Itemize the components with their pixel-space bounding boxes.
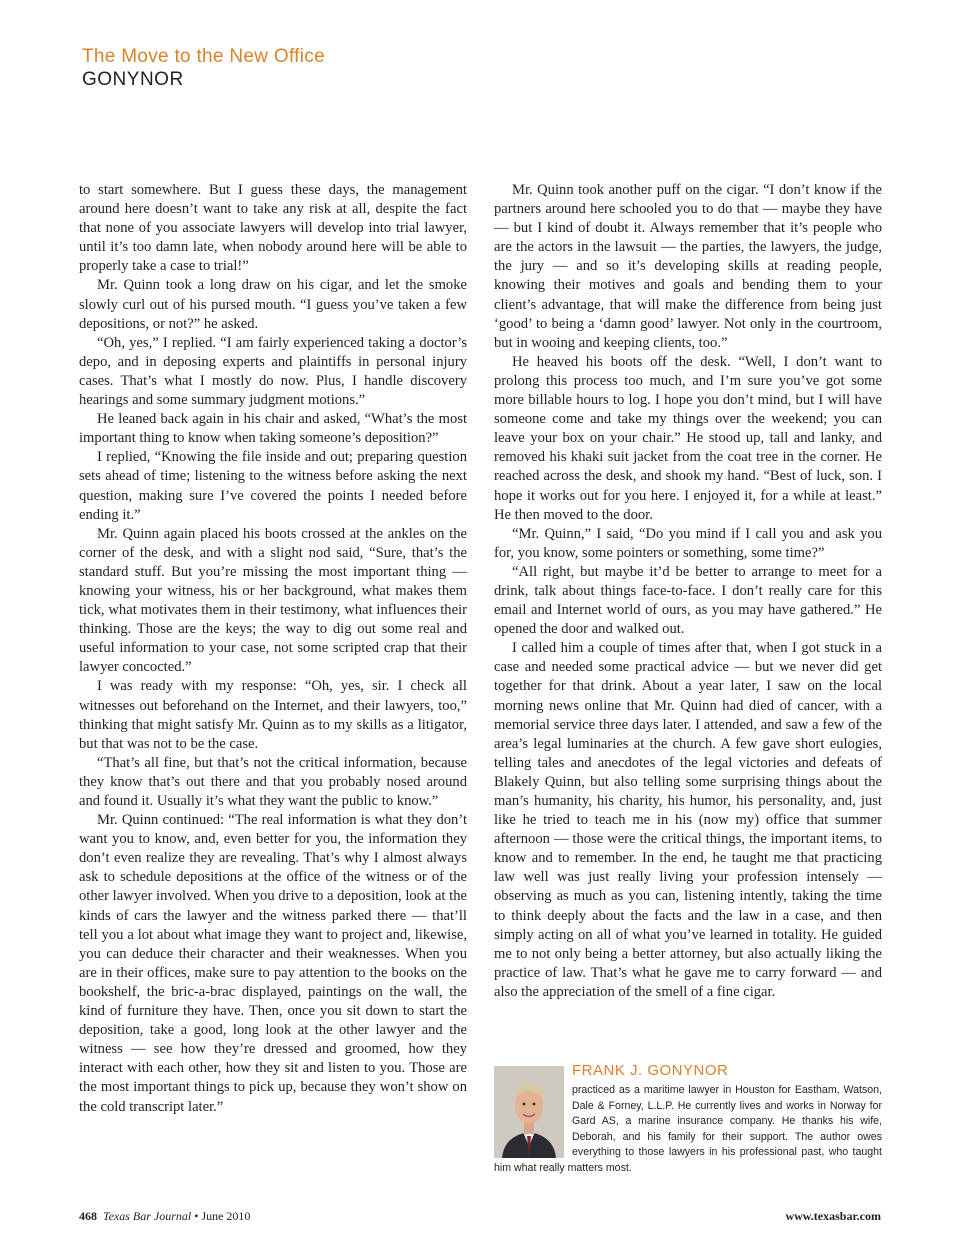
bio-text: practiced as a maritime lawyer in Houston for Eastham, Watson, Dale & Forney, L.L.P. He currently lives and works in Norway for Gard AS, a marine insurance company. He thanks his wife, Deborah, and his family for their support. The author owes everything to those lawyers in his professional past, who taught him what really matters most.: [494, 1084, 882, 1174]
paragraph: “Mr. Quinn,” I said, “Do you mind if I call you and ask you for, you know, some pointers or something, some time?”: [494, 525, 882, 561]
section-title: The Move to the New Office: [82, 46, 325, 67]
paragraph: Mr. Quinn continued: “The real information is what they don’t want you to know, and, even better for you, the information they don’t even realize they are revealing. That’s why I almost always ask to schedule depositions at the office of the witness or of the other lawyer involved. When you drive to a deposition, look at the kinds of cars the lawyer and the witness parked there — that’ll tell you a lot about what image they want to project and, likewise, you can deduce their character and their weaknesses. When you are in their offices, make sure to pay attention to the books on the bookshelf, the bric-a-brac displayed, paintings on the wall, the kind of furniture they have. Then, once you sit down to start the deposition, take a good, long look at the other lawyer and the witness — see how they’re dressed and groomed, how they interact with each other, how they sit and listen to you. Those are the most important things to pick up, because they won’t show on the cold transcript later.”: [79, 812, 467, 1115]
publication-name: Texas Bar Journal: [103, 1209, 192, 1223]
paragraph: Mr. Quinn took another puff on the cigar. “I don’t know if the partners around here schooled you to do that — maybe they have — but I kind of doubt it. Always remember that it’s people who are the actors in the lawsuit — the parties, the lawyers, the judge, the jury — and so it’s developing skills at reading people, knowing their motives and goals and bending them to your client’s advantage, that will make the difference from being just ‘good’ to being a ‘damn good’ lawyer. Not only in the courtroom, but in wooing and keeping clients, too.”: [494, 182, 882, 351]
paragraph: “That’s all fine, but that’s not the critical information, because they know that’s out there and that you probably nosed around and found it. Usually it’s what they want the public to know.”: [79, 754, 467, 809]
author-bio: [494, 1062, 882, 1177]
paragraph: I replied, “Knowing the file inside and out; preparing question sets ahead of time; listening to the witness before asking the next question, making sure I’ve covered the points I needed before ending it.”: [79, 449, 467, 523]
website-link[interactable]: www.texasbar.com: [785, 1209, 881, 1223]
paragraph: “Oh, yes,” I replied. “I am fairly experienced taking a doctor’s depo, and in deposing experts and plaintiffs in personal injury cases. That’s what I mostly do now. Plus, I handle discovery hearings and some summary judgment motions.”: [79, 334, 467, 409]
paragraph: I called him a couple of times after that, when I got stuck in a case and needed some practical advice — but we never did get together for that drink. About a year later, I saw on the local morning news online that Mr. Quinn had died of cancer, with a memorial service three days later. I attended, and saw a few of the area’s legal luminaries at the church. A few gave short eulogies, telling tales and anecdotes of the legal victories and defeats of Blakely Quinn, but also telling some surprising things about the man’s humanity, his charity, his humor, his personality, and, just like he tried to teach me in his (now my) office that summer afternoon — those were the critical things, the important items, to know and to remember. In the end, he taught me that practicing law well was just really living your profession intensely — observing as much as you can, listening intently, taking the time to think deeply about the facts and the law in a case, and then simply acting on all of what you’ve learned in totality. He guided me to not only being a better attorney, but also actually liking the practice of law. That’s what he gave me to carry forward — and also the appreciation of the smell of a fine cigar.: [494, 640, 882, 1000]
author-photo: [494, 1066, 564, 1158]
footer-citation: [79, 1209, 250, 1224]
issue-date: June 2010: [201, 1209, 251, 1223]
author-header: GONYNOR: [82, 69, 184, 90]
paragraph: Mr. Quinn again placed his boots crossed at the ankles on the corner of the desk, and with a slight nod said, “Sure, that’s the standard stuff. But you’re missing the most important thing — knowing your witness, his or her background, what makes them tick, what motivates them in their testimony, what influences their thinking. Those are the keys; the way to dig out some real and useful information to your case, not some scripted crap that their lawyer concocted.”: [79, 525, 467, 676]
footer-separator: •: [194, 1209, 199, 1223]
paragraph: to start somewhere. But I guess these days, the management around here doesn’t want to take any risk at all, despite the fact that none of you associate lawyers will develop into trial lawyer, until it’s too damn late, when nobody around here will be able to properly take a case to trial!”: [79, 182, 467, 275]
bio-name: FRANK J. GONYNOR: [572, 1062, 729, 1079]
paragraph: Mr. Quinn took a long draw on his cigar, and let the smoke slowly curl out of his pursed mouth. “I guess you’ve taken a few depositions, or not?” he asked.: [79, 277, 467, 332]
author-portrait-icon: [494, 1066, 564, 1158]
page-number: 468: [79, 1209, 97, 1223]
paragraph: I was ready with my response: “Oh, yes, sir. I check all witnesses out beforehand on the Internet, and their lawyers, too,” thinking that might satisfy Mr. Quinn as to my skills as a litigator, but that was not to be the case.: [79, 678, 467, 752]
paragraph: He leaned back again in his chair and asked, “What’s the most important thing to know when taking someone’s deposition?”: [79, 411, 467, 447]
right-column: [494, 181, 882, 1002]
paragraph: He heaved his boots off the desk. “Well, I don’t want to prolong this process too much, and I’m sure you’ve got some more billable hours to log. I hope you don’t mind, but I will have someone come and take my things over the weekend; you can leave your box on your chair.” He stood up, tall and lanky, and removed his khaki suit jacket from the coat tree in the corner. He reached across the desk, and shook my hand. “Best of luck, son. I hope it works out for you here. I enjoyed it, for a while at least.” He then moved to the door.: [494, 353, 882, 523]
left-column: [79, 181, 467, 1117]
paragraph: “All right, but maybe it’d be better to arrange to meet for a drink, talk about things face-to-face. I don’t really care for this email and Internet world of ours, as you may have gathered.” He opened the door and walked out.: [494, 563, 882, 638]
